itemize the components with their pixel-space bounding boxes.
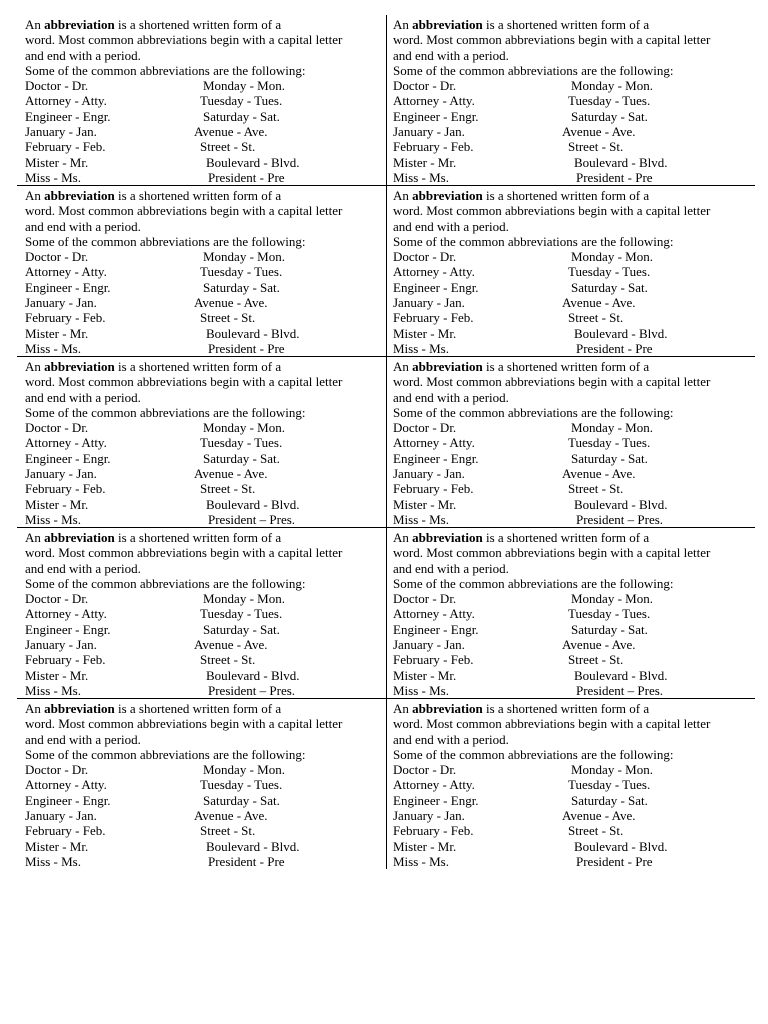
abbreviation-left: Doctor - Dr. [25, 591, 89, 607]
abbreviation-pair [25, 78, 386, 93]
definition-text: is a shortened written form of a [482, 701, 650, 716]
abbreviation-left: January - Jan. [25, 637, 97, 653]
abbreviation-card [386, 357, 755, 527]
abbreviation-left: February - Feb. [25, 652, 106, 668]
definition-text: is a shortened written form of a [482, 359, 650, 374]
definition-prefix: An [393, 359, 413, 374]
abbreviation-right: Boulevard - Blvd. [206, 325, 300, 341]
abbreviation-right: President – Pres. [576, 511, 664, 527]
definition-line [25, 188, 386, 203]
definition-line: Some of the common abbreviations are the following: [25, 404, 306, 420]
abbreviation-right: Street - St. [200, 481, 256, 497]
abbreviation-left: Mister - Mr. [393, 496, 457, 512]
abbreviation-right: Avenue - Ave. [194, 295, 268, 311]
abbreviation-left: Mister - Mr. [25, 325, 89, 341]
abbreviation-right: President - Pre [576, 340, 653, 356]
abbreviation-right: Avenue - Ave. [562, 808, 636, 824]
abbreviation-right: President – Pres. [576, 682, 664, 698]
abbreviation-right: Monday - Mon. [571, 78, 653, 94]
abbreviation-right: Monday - Mon. [203, 591, 285, 607]
abbreviation-pair [25, 481, 386, 496]
definition-prefix: An [25, 701, 45, 716]
definition-prefix: An [25, 359, 45, 374]
abbreviation-right: Saturday - Sat. [203, 108, 280, 124]
abbreviation-right: Street - St. [568, 652, 624, 668]
abbreviation-left: Doctor - Dr. [393, 591, 457, 607]
abbreviation-right: Street - St. [200, 823, 256, 839]
definition-line: word. Most common abbreviations begin with a capital letter [393, 32, 711, 48]
definition-line: Some of the common abbreviations are the following: [25, 746, 306, 762]
abbreviation-left: February - Feb. [393, 310, 474, 326]
abbreviation-pair [393, 637, 755, 652]
abbreviation-pair [25, 326, 386, 341]
abbreviation-left: Mister - Mr. [393, 838, 457, 854]
abbreviation-pair [393, 793, 755, 808]
definition-prefix: An [25, 530, 45, 545]
abbreviation-pair [393, 78, 755, 93]
definition-line: word. Most common abbreviations begin with a capital letter [393, 374, 711, 390]
abbreviation-pair [25, 310, 386, 325]
definition-term: abbreviation [412, 359, 483, 374]
abbreviation-right: President - Pre [208, 853, 285, 869]
abbreviation-left: Engineer - Engr. [25, 792, 111, 808]
abbreviation-pair [25, 124, 386, 139]
abbreviation-pair [393, 295, 755, 310]
definition-line: Some of the common abbreviations are the following: [25, 233, 306, 249]
abbreviation-pair [25, 466, 386, 481]
abbreviation-left: February - Feb. [25, 823, 106, 839]
card-row [17, 356, 755, 527]
definition-prefix: An [393, 188, 413, 203]
definition-line [25, 701, 386, 716]
abbreviation-left: Engineer - Engr. [393, 279, 479, 295]
abbreviation-pair [393, 249, 755, 264]
abbreviation-right: Saturday - Sat. [571, 792, 648, 808]
definition-prefix: An [393, 530, 413, 545]
card-row [17, 185, 755, 356]
abbreviation-right: Monday - Mon. [571, 591, 653, 607]
definition-text: is a shortened written form of a [114, 188, 282, 203]
abbreviation-card [386, 528, 755, 698]
abbreviation-left: Mister - Mr. [393, 667, 457, 683]
definition-line: word. Most common abbreviations begin with a capital letter [25, 374, 343, 390]
abbreviation-left: February - Feb. [393, 652, 474, 668]
abbreviation-pair [25, 341, 386, 356]
abbreviation-pair [393, 497, 755, 512]
abbreviation-pair [25, 793, 386, 808]
abbreviation-left: Mister - Mr. [25, 154, 89, 170]
definition-line [25, 359, 386, 374]
definition-line: word. Most common abbreviations begin with a capital letter [25, 545, 343, 561]
abbreviation-pair [393, 668, 755, 683]
abbreviation-left: February - Feb. [25, 139, 106, 155]
abbreviation-pair [393, 622, 755, 637]
abbreviation-pair [393, 777, 755, 792]
abbreviation-right: Tuesday - Tues. [568, 435, 651, 451]
abbreviation-right: Saturday - Sat. [203, 279, 280, 295]
abbreviation-left: Mister - Mr. [25, 838, 89, 854]
definition-line: Some of the common abbreviations are the following: [25, 62, 306, 78]
definition-term: abbreviation [412, 188, 483, 203]
abbreviation-pair [25, 683, 386, 698]
definition-line [25, 17, 386, 32]
abbreviation-right: Tuesday - Tues. [200, 93, 283, 109]
abbreviation-pair [393, 762, 755, 777]
abbreviation-pair [25, 295, 386, 310]
abbreviation-left: January - Jan. [25, 295, 97, 311]
abbreviation-pair [25, 109, 386, 124]
definition-line [393, 188, 755, 203]
definition-line: and end with a period. [25, 47, 141, 63]
card-row [17, 698, 755, 869]
abbreviation-left: Doctor - Dr. [25, 420, 89, 436]
abbreviation-left: Miss - Ms. [25, 853, 81, 869]
abbreviation-pair [393, 606, 755, 621]
abbreviation-right: Street - St. [568, 310, 624, 326]
definition-line: word. Most common abbreviations begin with a capital letter [393, 203, 711, 219]
definition-text: is a shortened written form of a [114, 17, 282, 32]
abbreviation-left: January - Jan. [393, 637, 465, 653]
abbreviation-pair [393, 683, 755, 698]
abbreviation-pair [25, 808, 386, 823]
definition-line: and end with a period. [25, 218, 141, 234]
abbreviation-right: Monday - Mon. [203, 762, 285, 778]
definition-term: abbreviation [44, 359, 115, 374]
definition-text: is a shortened written form of a [114, 359, 282, 374]
abbreviation-right: President - Pre [576, 853, 653, 869]
abbreviation-pair [393, 451, 755, 466]
abbreviation-pair [25, 622, 386, 637]
abbreviation-left: Engineer - Engr. [25, 450, 111, 466]
abbreviation-right: Saturday - Sat. [203, 450, 280, 466]
abbreviation-right: Avenue - Ave. [194, 124, 268, 140]
definition-term: abbreviation [44, 188, 115, 203]
abbreviation-left: Engineer - Engr. [393, 108, 479, 124]
abbreviation-pair [25, 139, 386, 154]
abbreviation-left: Miss - Ms. [25, 511, 81, 527]
abbreviation-pair [25, 497, 386, 512]
abbreviation-left: January - Jan. [25, 466, 97, 482]
card-row [17, 527, 755, 698]
definition-line: Some of the common abbreviations are the following: [393, 404, 674, 420]
abbreviation-left: Attorney - Atty. [25, 435, 107, 451]
abbreviation-left: Miss - Ms. [393, 169, 449, 185]
abbreviation-pair [393, 93, 755, 108]
abbreviation-left: January - Jan. [393, 466, 465, 482]
definition-line: Some of the common abbreviations are the following: [25, 575, 306, 591]
definition-line: Some of the common abbreviations are the following: [393, 233, 674, 249]
abbreviation-pair [25, 93, 386, 108]
abbreviation-pair [393, 310, 755, 325]
definition-term: abbreviation [44, 530, 115, 545]
abbreviation-right: Monday - Mon. [571, 420, 653, 436]
abbreviation-left: February - Feb. [393, 139, 474, 155]
abbreviation-right: Saturday - Sat. [571, 621, 648, 637]
abbreviation-right: Boulevard - Blvd. [206, 838, 300, 854]
abbreviation-pair [25, 777, 386, 792]
abbreviation-right: Tuesday - Tues. [200, 606, 283, 622]
definition-line: Some of the common abbreviations are the following: [393, 746, 674, 762]
abbreviation-right: Avenue - Ave. [562, 637, 636, 653]
abbreviation-pair [393, 839, 755, 854]
abbreviation-pair [25, 652, 386, 667]
definition-prefix: An [393, 701, 413, 716]
definition-line [393, 17, 755, 32]
definition-term: abbreviation [412, 530, 483, 545]
abbreviation-pair [25, 451, 386, 466]
definition-text: is a shortened written form of a [482, 17, 650, 32]
abbreviation-pair [25, 839, 386, 854]
definition-prefix: An [25, 17, 45, 32]
abbreviation-left: February - Feb. [393, 823, 474, 839]
abbreviation-pair [25, 155, 386, 170]
abbreviation-pair [25, 264, 386, 279]
abbreviation-left: Doctor - Dr. [393, 420, 457, 436]
abbreviation-pair [393, 155, 755, 170]
abbreviation-right: President – Pres. [208, 511, 296, 527]
abbreviation-right: Boulevard - Blvd. [574, 667, 668, 683]
abbreviation-pair [393, 109, 755, 124]
abbreviation-left: Attorney - Atty. [25, 93, 107, 109]
definition-line: and end with a period. [393, 389, 509, 405]
abbreviation-pair [25, 606, 386, 621]
abbreviation-right: President - Pre [576, 169, 653, 185]
abbreviation-pair [393, 435, 755, 450]
definition-prefix: An [393, 17, 413, 32]
abbreviation-card [386, 15, 755, 185]
abbreviation-left: Miss - Ms. [393, 853, 449, 869]
abbreviation-left: Miss - Ms. [393, 340, 449, 356]
abbreviation-left: Engineer - Engr. [25, 279, 111, 295]
abbreviation-right: Saturday - Sat. [571, 108, 648, 124]
abbreviation-right: Street - St. [200, 139, 256, 155]
abbreviation-card [386, 699, 755, 869]
definition-text: is a shortened written form of a [114, 701, 282, 716]
abbreviation-pair [25, 637, 386, 652]
abbreviation-card [17, 186, 386, 356]
abbreviation-right: Street - St. [568, 139, 624, 155]
abbreviation-right: Tuesday - Tues. [200, 264, 283, 280]
abbreviation-pair [393, 326, 755, 341]
worksheet-sheet [17, 15, 755, 869]
abbreviation-pair [393, 341, 755, 356]
abbreviation-pair [393, 591, 755, 606]
abbreviation-right: Street - St. [568, 481, 624, 497]
abbreviation-pair [393, 124, 755, 139]
definition-prefix: An [25, 188, 45, 203]
abbreviation-pair [393, 264, 755, 279]
abbreviation-left: Doctor - Dr. [25, 249, 89, 265]
abbreviation-right: Avenue - Ave. [562, 124, 636, 140]
abbreviation-left: February - Feb. [393, 481, 474, 497]
abbreviation-left: Engineer - Engr. [393, 621, 479, 637]
abbreviation-right: Monday - Mon. [203, 249, 285, 265]
abbreviation-right: Tuesday - Tues. [568, 777, 651, 793]
abbreviation-left: Engineer - Engr. [393, 450, 479, 466]
abbreviation-left: Mister - Mr. [25, 496, 89, 512]
abbreviation-left: Attorney - Atty. [25, 777, 107, 793]
abbreviation-pair [393, 652, 755, 667]
abbreviation-left: Miss - Ms. [25, 682, 81, 698]
definition-term: abbreviation [412, 701, 483, 716]
abbreviation-pair [393, 823, 755, 838]
abbreviation-right: Tuesday - Tues. [568, 93, 651, 109]
definition-text: is a shortened written form of a [114, 530, 282, 545]
abbreviation-right: Boulevard - Blvd. [574, 496, 668, 512]
definition-line: and end with a period. [25, 731, 141, 747]
abbreviation-pair [393, 512, 755, 527]
abbreviation-left: Doctor - Dr. [25, 762, 89, 778]
abbreviation-left: February - Feb. [25, 310, 106, 326]
definition-text: is a shortened written form of a [482, 530, 650, 545]
abbreviation-left: Mister - Mr. [393, 325, 457, 341]
abbreviation-card [386, 186, 755, 356]
abbreviation-pair [393, 139, 755, 154]
abbreviation-right: Avenue - Ave. [194, 637, 268, 653]
abbreviation-pair [393, 280, 755, 295]
definition-line: word. Most common abbreviations begin with a capital letter [393, 545, 711, 561]
abbreviation-pair [25, 280, 386, 295]
abbreviation-pair [25, 668, 386, 683]
abbreviation-right: Tuesday - Tues. [200, 777, 283, 793]
definition-line: Some of the common abbreviations are the following: [393, 62, 674, 78]
abbreviation-right: Boulevard - Blvd. [574, 325, 668, 341]
abbreviation-left: Doctor - Dr. [25, 78, 89, 94]
abbreviation-left: January - Jan. [25, 808, 97, 824]
abbreviation-card [17, 699, 386, 869]
abbreviation-left: January - Jan. [393, 808, 465, 824]
abbreviation-left: Attorney - Atty. [393, 435, 475, 451]
abbreviation-right: Tuesday - Tues. [200, 435, 283, 451]
abbreviation-right: Saturday - Sat. [203, 621, 280, 637]
abbreviation-right: Monday - Mon. [571, 762, 653, 778]
abbreviation-pair [25, 420, 386, 435]
abbreviation-right: Avenue - Ave. [562, 466, 636, 482]
abbreviation-pair [25, 249, 386, 264]
abbreviation-right: Boulevard - Blvd. [206, 496, 300, 512]
abbreviation-left: Attorney - Atty. [25, 606, 107, 622]
abbreviation-pair [393, 808, 755, 823]
definition-line: and end with a period. [25, 560, 141, 576]
definition-line: and end with a period. [393, 560, 509, 576]
abbreviation-right: President - Pre [208, 340, 285, 356]
abbreviation-right: Street - St. [200, 310, 256, 326]
abbreviation-card [17, 357, 386, 527]
abbreviation-pair [25, 170, 386, 185]
definition-line: word. Most common abbreviations begin with a capital letter [25, 203, 343, 219]
abbreviation-pair [25, 591, 386, 606]
abbreviation-right: Boulevard - Blvd. [206, 667, 300, 683]
abbreviation-left: Doctor - Dr. [393, 78, 457, 94]
abbreviation-left: Mister - Mr. [393, 154, 457, 170]
abbreviation-pair [393, 420, 755, 435]
abbreviation-card [17, 528, 386, 698]
abbreviation-left: Doctor - Dr. [393, 762, 457, 778]
abbreviation-right: Avenue - Ave. [562, 295, 636, 311]
definition-line: word. Most common abbreviations begin with a capital letter [393, 716, 711, 732]
definition-line: word. Most common abbreviations begin with a capital letter [25, 716, 343, 732]
abbreviation-right: Street - St. [200, 652, 256, 668]
abbreviation-right: Saturday - Sat. [571, 279, 648, 295]
abbreviation-pair [25, 512, 386, 527]
abbreviation-left: January - Jan. [25, 124, 97, 140]
abbreviation-left: Mister - Mr. [25, 667, 89, 683]
abbreviation-right: Monday - Mon. [571, 249, 653, 265]
abbreviation-right: Avenue - Ave. [194, 466, 268, 482]
definition-line: and end with a period. [393, 218, 509, 234]
definition-term: abbreviation [44, 701, 115, 716]
abbreviation-pair [25, 762, 386, 777]
definition-line [393, 530, 755, 545]
definition-line: word. Most common abbreviations begin with a capital letter [25, 32, 343, 48]
abbreviation-left: Miss - Ms. [393, 511, 449, 527]
abbreviation-left: Engineer - Engr. [393, 792, 479, 808]
definition-line [393, 359, 755, 374]
abbreviation-pair [393, 854, 755, 869]
abbreviation-right: Avenue - Ave. [194, 808, 268, 824]
abbreviation-right: Saturday - Sat. [203, 792, 280, 808]
abbreviation-right: Boulevard - Blvd. [206, 154, 300, 170]
abbreviation-right: Boulevard - Blvd. [574, 154, 668, 170]
abbreviation-right: Tuesday - Tues. [568, 606, 651, 622]
abbreviation-right: President – Pres. [208, 682, 296, 698]
definition-line: and end with a period. [393, 731, 509, 747]
abbreviation-right: Monday - Mon. [203, 420, 285, 436]
abbreviation-left: Engineer - Engr. [25, 108, 111, 124]
card-row [17, 15, 755, 185]
definition-term: abbreviation [44, 17, 115, 32]
abbreviation-left: Attorney - Atty. [25, 264, 107, 280]
abbreviation-left: Engineer - Engr. [25, 621, 111, 637]
abbreviation-left: Miss - Ms. [25, 340, 81, 356]
abbreviation-pair [25, 823, 386, 838]
definition-text: is a shortened written form of a [482, 188, 650, 203]
abbreviation-right: Boulevard - Blvd. [574, 838, 668, 854]
abbreviation-card [17, 15, 386, 185]
abbreviation-pair [393, 170, 755, 185]
abbreviation-right: Tuesday - Tues. [568, 264, 651, 280]
definition-line: and end with a period. [25, 389, 141, 405]
definition-line [393, 701, 755, 716]
abbreviation-left: Miss - Ms. [25, 169, 81, 185]
definition-line: Some of the common abbreviations are the following: [393, 575, 674, 591]
abbreviation-left: February - Feb. [25, 481, 106, 497]
abbreviation-left: Attorney - Atty. [393, 777, 475, 793]
abbreviation-right: Monday - Mon. [203, 78, 285, 94]
abbreviation-left: Doctor - Dr. [393, 249, 457, 265]
abbreviation-pair [393, 481, 755, 496]
abbreviation-pair [393, 466, 755, 481]
abbreviation-right: Saturday - Sat. [571, 450, 648, 466]
definition-term: abbreviation [412, 17, 483, 32]
abbreviation-pair [25, 854, 386, 869]
abbreviation-left: Miss - Ms. [393, 682, 449, 698]
abbreviation-left: January - Jan. [393, 124, 465, 140]
definition-line [25, 530, 386, 545]
abbreviation-right: Street - St. [568, 823, 624, 839]
definition-line: and end with a period. [393, 47, 509, 63]
abbreviation-left: January - Jan. [393, 295, 465, 311]
abbreviation-left: Attorney - Atty. [393, 93, 475, 109]
abbreviation-left: Attorney - Atty. [393, 606, 475, 622]
abbreviation-pair [25, 435, 386, 450]
abbreviation-right: President - Pre [208, 169, 285, 185]
abbreviation-left: Attorney - Atty. [393, 264, 475, 280]
